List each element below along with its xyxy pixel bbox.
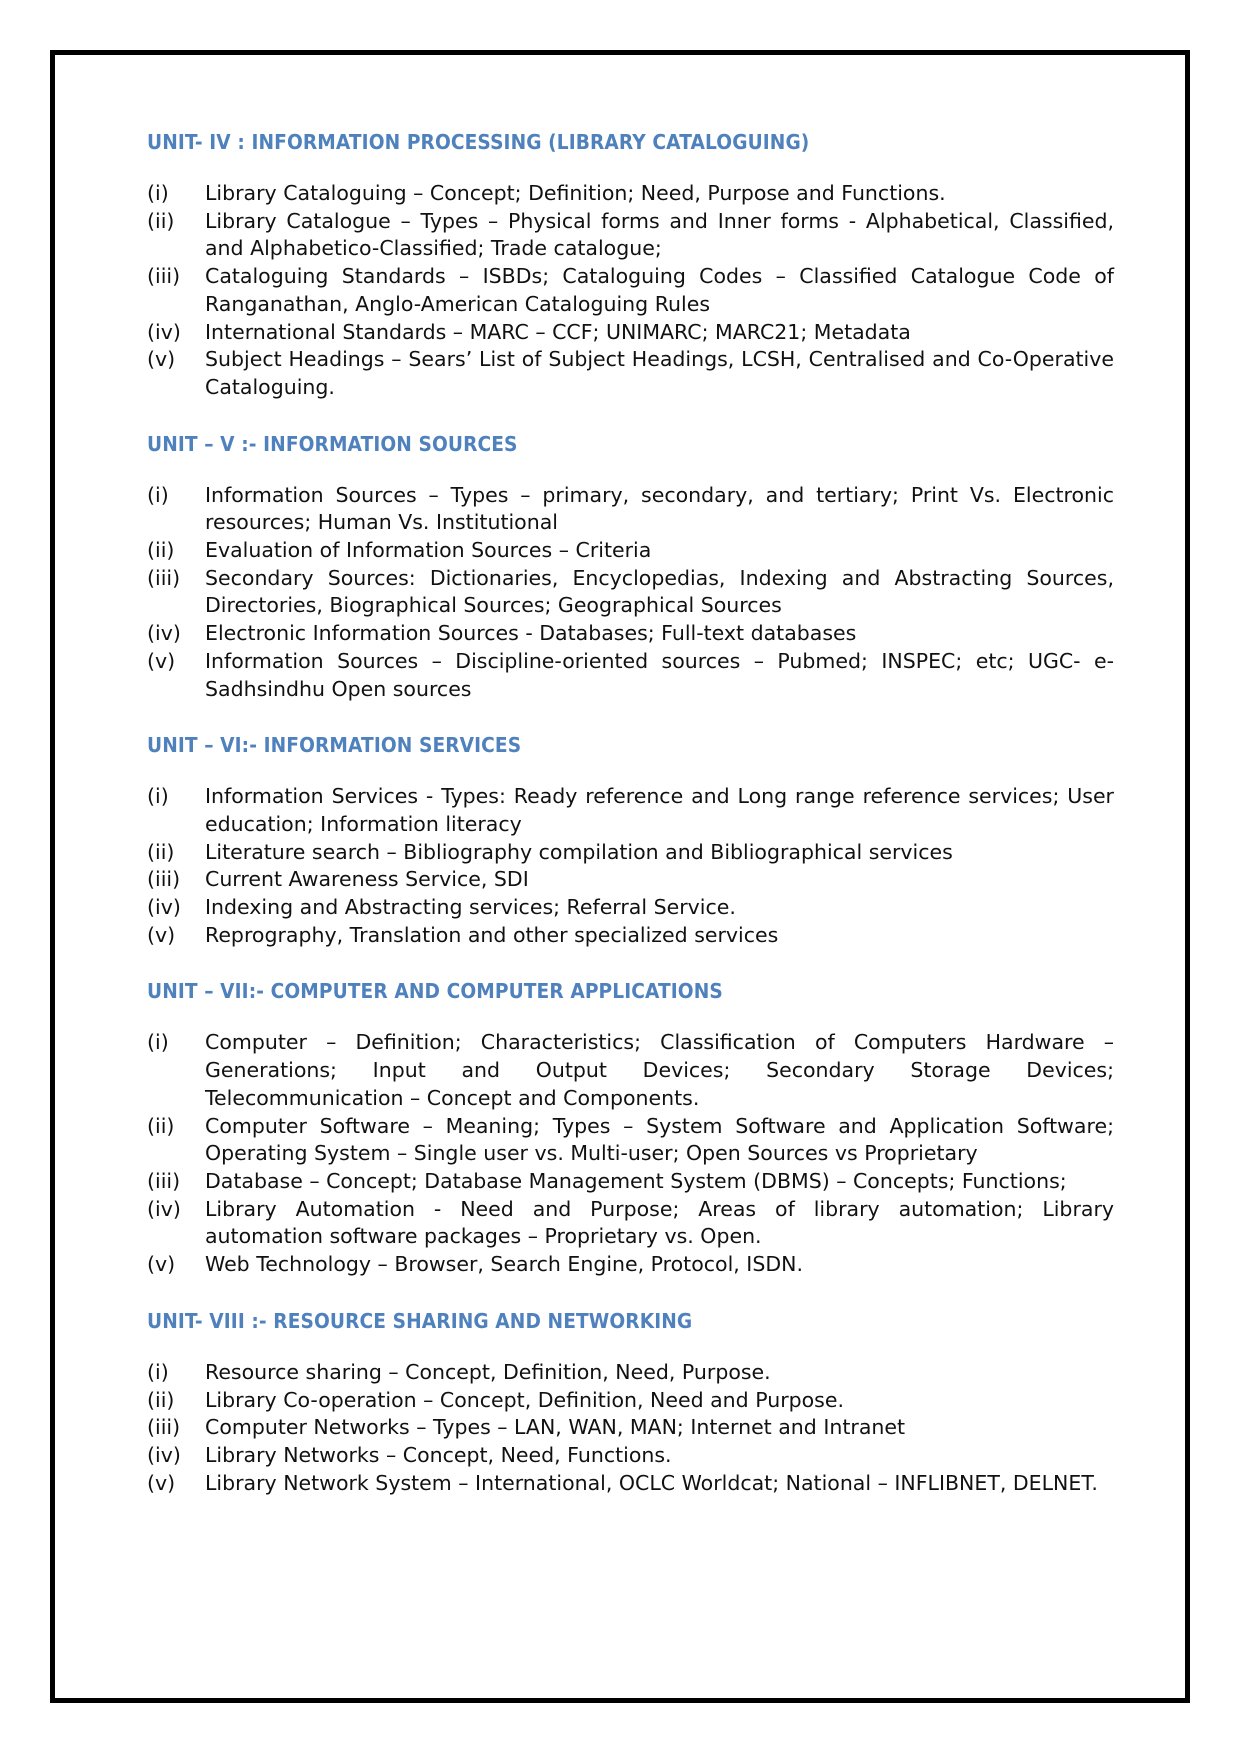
item-number: (i) (147, 1359, 169, 1384)
item-text: Web Technology – Browser, Search Engine, Protocol, ISDN. (205, 1252, 804, 1277)
item-text: International Standards – MARC – CCF; UNIMARC; MARC21; Metadata (205, 319, 911, 344)
list-item (147, 1387, 1114, 1415)
item-number: (v) (147, 648, 176, 673)
item-number: (ii) (147, 1113, 175, 1138)
item-number: (iv) (147, 621, 181, 646)
list-item (147, 1113, 1114, 1168)
item-text: Evaluation of Information Sources – Criteria (205, 538, 652, 563)
list-item (147, 866, 1114, 894)
unit-v (147, 429, 1114, 704)
list-item (147, 319, 1114, 347)
list-item (147, 482, 1114, 537)
item-number: (v) (147, 347, 176, 372)
unit-heading: UNIT- VIII :- RESOURCE SHARING AND NETWORKING (147, 1308, 693, 1333)
item-text: Secondary Sources: Dictionaries, Encyclopedias, Indexing and Abstracting Sources, Directories, Biographical Sources; Geographical Sources (205, 565, 1114, 618)
list-item (147, 263, 1114, 318)
unit-heading: UNIT – VI:- INFORMATION SERVICES (147, 733, 522, 758)
list-item (147, 537, 1114, 565)
list-item (147, 1442, 1114, 1470)
item-number: (iv) (147, 1196, 181, 1221)
unit-vi (147, 730, 1114, 949)
item-number: (ii) (147, 1387, 175, 1412)
unit-heading: UNIT – VII:- COMPUTER AND COMPUTER APPLICATIONS (147, 979, 723, 1004)
item-number: (iii) (147, 1168, 181, 1193)
list-item (147, 894, 1114, 922)
item-text: Subject Headings – Sears’ List of Subject Headings, LCSH, Centralised and Co-Operative Cataloguing. (205, 347, 1114, 399)
item-text: Information Sources – Types – primary, secondary, and tertiary; Print Vs. Electronic resources; Human Vs. Institutional (205, 482, 1114, 535)
item-text: Electronic Information Sources - Databases; Full-text databases (205, 621, 857, 646)
list-item (147, 620, 1114, 648)
item-text: Computer Networks – Types – LAN, WAN, MAN; Internet and Intranet (205, 1415, 906, 1440)
item-text: Cataloguing Standards – ISBDs; Cataloguing Codes – Classified Catalogue Code of Ranganathan, Anglo-American Cataloguing Rules (205, 264, 1114, 316)
list-item (147, 1196, 1114, 1251)
item-number: (ii) (147, 538, 175, 563)
list-item (147, 922, 1114, 950)
item-number: (ii) (147, 839, 175, 864)
item-text: Library Automation - Need and Purpose; Areas of library automation; Library automation software packages – Proprietary vs. Open. (205, 1196, 1114, 1249)
unit-item-list (147, 482, 1114, 704)
item-number: (v) (147, 1470, 176, 1495)
list-item (147, 648, 1114, 703)
item-text: Database – Concept; Database Management System (DBMS) – Concepts; Functions; (205, 1168, 1067, 1193)
unit-viii (147, 1306, 1114, 1498)
item-number: (iii) (147, 1415, 181, 1440)
item-text: Computer Software – Meaning; Types – System Software and Application Software; Operating System – Single user vs. Multi-user; Open Sources vs Proprietary (205, 1113, 1114, 1166)
item-text: Library Network System – International, OCLC Worldcat; National – INFLIBNET, DELNET. (205, 1470, 1098, 1495)
unit-item-list (147, 1029, 1114, 1278)
item-text: Reprography, Translation and other specialized services (205, 922, 779, 947)
item-number: (iv) (147, 319, 181, 344)
item-text: Library Networks – Concept, Need, Functions. (205, 1442, 672, 1467)
item-text: Indexing and Abstracting services; Referral Service. (205, 895, 736, 920)
list-item (147, 1251, 1114, 1279)
list-item (147, 1470, 1114, 1498)
list-item (147, 565, 1114, 620)
item-text: Information Services - Types: Ready reference and Long range reference services; User education; Information literacy (205, 784, 1114, 836)
item-text: Library Catalogue – Types – Physical forms and Inner forms - Alphabetical, Classified, and Alphabetico-Classified; Trade catalogue; (205, 208, 1114, 261)
list-item (147, 208, 1114, 263)
unit-item-list (147, 1359, 1114, 1498)
item-number: (i) (147, 181, 169, 205)
list-item (147, 1029, 1114, 1112)
item-text: Information Sources – Discipline-oriented sources – Pubmed; INSPEC; etc; UGC- e-Sadhsindhu Open sources (205, 648, 1114, 701)
unit-heading: UNIT – V :- INFORMATION SOURCES (147, 431, 518, 456)
item-number: (i) (147, 482, 169, 507)
unit-vii (147, 976, 1114, 1278)
list-item (147, 783, 1114, 838)
item-text: Computer – Definition; Characteristics; Classification of Computers Hardware – Generations; Input and Output Devices; Secondary Storage Devices; Telecommunication – Concept and Components. (205, 1030, 1114, 1110)
item-number: (iii) (147, 867, 181, 892)
list-item (147, 180, 1114, 208)
item-text: Resource sharing – Concept, Definition, Need, Purpose. (205, 1359, 771, 1384)
item-text: Library Co-operation – Concept, Definition, Need and Purpose. (205, 1387, 844, 1412)
item-text: Current Awareness Service, SDI (205, 867, 529, 892)
item-number: (ii) (147, 208, 175, 233)
item-text: Literature search – Bibliography compilation and Bibliographical services (205, 839, 953, 864)
item-number: (iv) (147, 895, 181, 920)
item-number: (iii) (147, 565, 181, 590)
item-number: (v) (147, 922, 176, 947)
item-text: Library Cataloguing – Concept; Definition; Need, Purpose and Functions. (205, 181, 946, 205)
list-item (147, 1168, 1114, 1196)
unit-iv (147, 127, 1114, 402)
item-number: (i) (147, 784, 169, 809)
unit-item-list (147, 783, 1114, 949)
syllabus-content (147, 127, 1114, 1497)
list-item (147, 1359, 1114, 1387)
unit-item-list (147, 180, 1114, 402)
unit-heading: UNIT- IV : INFORMATION PROCESSING (LIBRARY CATALOGUING) (147, 130, 810, 154)
item-number: (i) (147, 1030, 169, 1055)
list-item (147, 839, 1114, 867)
list-item (147, 1414, 1114, 1442)
list-item (147, 346, 1114, 401)
item-number: (iii) (147, 264, 181, 289)
item-number: (iv) (147, 1442, 181, 1467)
item-number: (v) (147, 1252, 176, 1277)
